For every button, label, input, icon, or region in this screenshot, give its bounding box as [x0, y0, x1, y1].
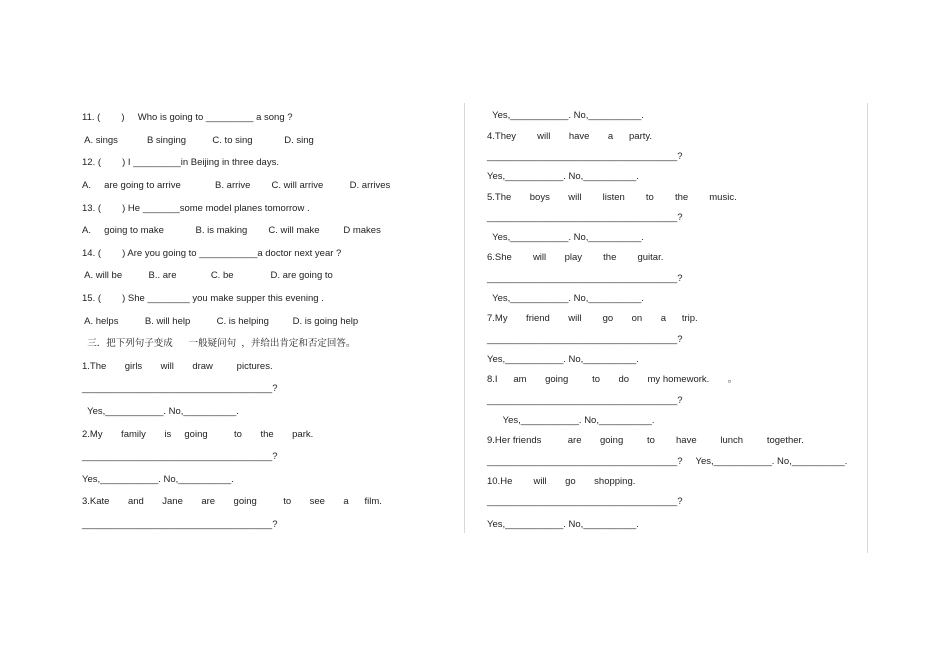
question-15: 15. ( ) She ________ you make supper this evening . — [82, 293, 324, 304]
answer-line: ____________________________________? — [487, 334, 683, 345]
options-12: A. are going to arrive B. arrive C. will arrive D. arrives — [82, 180, 391, 191]
yes-no-line: Yes,___________. No,__________. — [487, 293, 644, 304]
sentence-4: 4.They will have a party. — [487, 131, 653, 142]
yes-no-line: Yes,___________. No,__________. — [487, 232, 644, 243]
sentence-9: 9.Her friends are going to have lunch together. — [487, 435, 804, 446]
yes-no-line: Yes,___________. No,__________. — [487, 415, 655, 426]
options-13: A. going to make B. is making C. will make D makes — [82, 225, 381, 236]
sentence-1: 1.The girls will draw pictures. — [82, 361, 273, 372]
center-divider — [464, 103, 465, 533]
yes-no-line: Yes,___________. No,__________. — [487, 519, 639, 530]
answer-line: ____________________________________? — [487, 273, 683, 284]
options-14: A. will be B.. are C. be D. are going to — [82, 270, 333, 281]
yes-no-line: Yes,___________. No,__________. — [487, 354, 639, 365]
question-12: 12. ( ) I _________in Beijing in three days. — [82, 157, 279, 168]
sentence-7: 7.My friend will go on a trip. — [487, 313, 698, 324]
options-15: A. helps B. will help C. is helping D. is going help — [82, 316, 359, 327]
sentence-8: 8.I am going to do my homework. 。 — [487, 374, 738, 385]
answer-line: ____________________________________? — [487, 212, 683, 223]
sentence-5: 5.The boys will listen to the music. — [487, 192, 737, 203]
answer-line: ____________________________________? — [82, 383, 278, 394]
answer-line: ____________________________________? Yes,___________. No,__________. — [487, 456, 848, 467]
question-13: 13. ( ) He _______some model planes tomorrow . — [82, 203, 310, 214]
sentence-6: 6.She will play the guitar. — [487, 252, 664, 263]
answer-line: ____________________________________? — [487, 395, 683, 406]
answer-line: ____________________________________? — [82, 519, 278, 530]
answer-line: ____________________________________? — [82, 451, 278, 462]
sentence-3: 3.Kate and Jane are going to see a film. — [82, 496, 382, 507]
yes-no-line: Yes,___________. No,__________. — [82, 474, 234, 485]
answer-line: ____________________________________? — [487, 151, 683, 162]
sentence-10: 10.He will go shopping. — [487, 476, 636, 487]
yes-no-line: Yes,___________. No,__________. — [487, 110, 644, 121]
question-14: 14. ( ) Are you going to ___________a doctor next year ? — [82, 248, 342, 259]
question-11: 11. ( ) Who is going to _________ a song ? — [82, 112, 293, 123]
options-11: A. sings B singing C. to sing D. sing — [82, 135, 314, 146]
section-heading: 三．把下列句子变成 一般疑问句 ，并给出肯定和否定回答。 — [82, 338, 356, 349]
answer-line: ____________________________________? — [487, 496, 683, 507]
yes-no-line: Yes,___________. No,__________. — [487, 171, 639, 182]
right-divider — [867, 103, 868, 553]
sentence-2: 2.My family is going to the park. — [82, 429, 314, 440]
yes-no-line: Yes,___________. No,__________. — [82, 406, 239, 417]
